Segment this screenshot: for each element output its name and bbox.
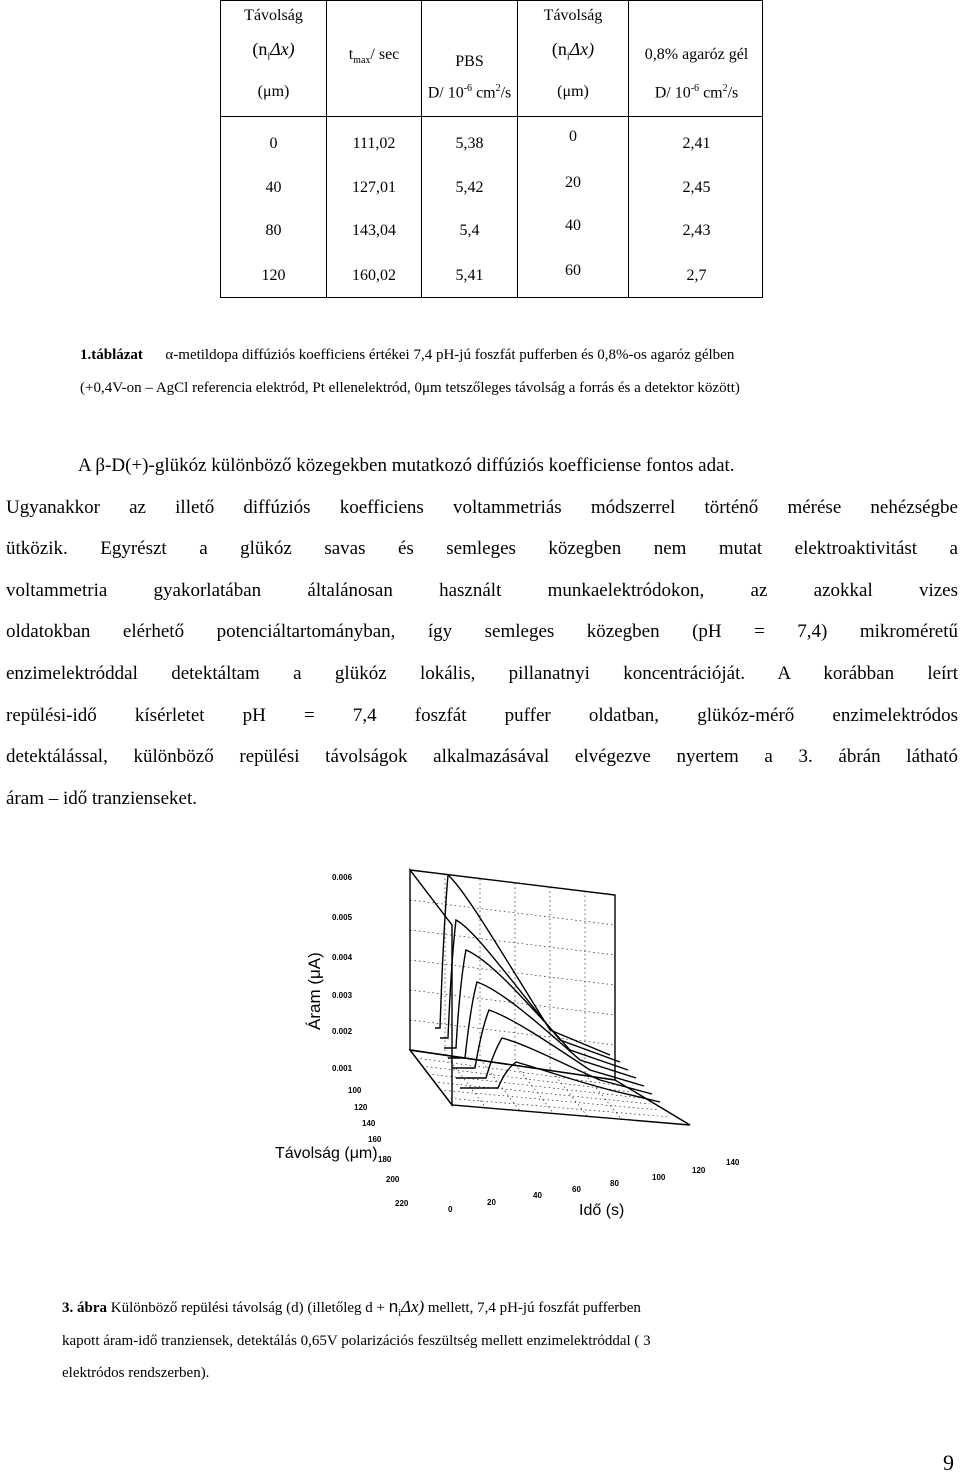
z-tick: 0.003	[332, 991, 353, 1000]
table-cell: 0	[569, 128, 577, 145]
depth-tick: 140	[362, 1119, 376, 1128]
transient-curves	[435, 875, 660, 1102]
table-header	[221, 1, 762, 117]
x-axis-label: Idő (s)	[579, 1202, 625, 1219]
header-col-pbs: PBS D/ $10^{-6}$ $cm^2/s$	[422, 1, 518, 116]
time-tick: 140	[726, 1158, 740, 1167]
table-body	[221, 116, 762, 297]
table-cell: 5,42	[455, 179, 484, 196]
paragraph-line: enzimelektróddal detektáltam a glükóz lokális, pillanatnyi koncentrációját. A korábban leírt	[6, 662, 958, 684]
table-cell: 0	[269, 135, 278, 152]
depth-tick: 100	[348, 1086, 362, 1095]
curve-100	[435, 875, 610, 1055]
table-cell: 40	[265, 179, 282, 196]
figure-caption-line2: kapott áram-idő tranziensek, detektálás 0,65V polarizációs feszültség mellett enzimelektróddal ( 3	[62, 1333, 651, 1349]
z-tick: 0.006	[332, 873, 353, 882]
time-tick: 80	[610, 1179, 619, 1188]
table-cell: 120	[261, 267, 286, 284]
paragraph-line: detektálással, különböző repülési távolságok alkalmazásával elvégezve nyertem a 3. ábrán látható	[6, 746, 958, 768]
table-cell: 2,41	[682, 135, 711, 152]
table-cell: 111,02	[352, 135, 396, 152]
table-cell: 2,7	[686, 267, 707, 284]
time-tick: 0	[448, 1205, 453, 1214]
z-tick-labels	[332, 873, 353, 1073]
table-cell: 20	[565, 174, 581, 191]
time-tick: 60	[572, 1185, 581, 1194]
z-tick: 0.001	[332, 1064, 353, 1073]
table-cell: 40	[565, 217, 581, 234]
table-cell: 2,43	[682, 222, 711, 239]
y-axis-label: Távolság (μm)	[275, 1145, 378, 1162]
current-time-3d-plot	[275, 850, 760, 1275]
z-axis-label: Áram (μA)	[305, 952, 324, 1030]
table-cell: 5,41	[455, 267, 484, 284]
diffusion-table	[220, 0, 763, 298]
body-paragraph	[6, 445, 958, 819]
table-cell: 5,4	[459, 222, 480, 239]
paragraph-line: oldatokban elérhető potenciáltartományban, így semleges közegben (pH = 7,4) mikroméretű	[6, 621, 958, 643]
table-cell: 127,01	[352, 179, 396, 196]
header-col-distance-pbs: Távolság $(n_i\Delta x)$ (μm)	[221, 1, 327, 116]
z-tick: 0.002	[332, 1027, 353, 1036]
figure-caption-label: 3. ábra	[62, 1300, 107, 1316]
table-caption-line1: 1.táblázat α-metildopa diffúziós koefficiens értékei 7,4 pH-jú foszfát pufferben és 0,8%-os agaróz gélben	[80, 347, 735, 363]
header-col-agarose: 0,8% agaróz gél D/ $10^{-6}$ $cm^2/s$	[644, 46, 749, 102]
paragraph-line: ütközik. Egyrészt a glükóz savas és semleges közegben nem mutat elektroaktivitást a	[6, 538, 958, 560]
table-cell: 143,04	[352, 222, 396, 239]
time-tick: 20	[487, 1198, 496, 1207]
paragraph-line: áram – idő tranzienseket.	[6, 787, 197, 809]
header-col-distance-gel: Távolság $(n_i\Delta x)$ (μm)	[518, 1, 629, 116]
time-tick: 100	[652, 1173, 666, 1182]
depth-tick: 120	[354, 1103, 368, 1112]
table-caption-line2: (+0,4V-on – AgCl referencia elektród, Pt ellenelektród, 0μm tetszőleges távolság a forrás és a detektor között)	[80, 380, 740, 396]
table-cell: 60	[565, 262, 581, 279]
time-tick: 120	[692, 1166, 706, 1175]
depth-tick: 160	[368, 1135, 382, 1144]
figure-caption-line3: elektródos rendszerben).	[62, 1365, 210, 1381]
header-col-tmax: $t_{max}/$ sec	[327, 1, 422, 116]
time-tick: 40	[533, 1191, 542, 1200]
table-cell: 5,38	[455, 135, 484, 152]
paragraph-line: A β-D(+)-glükóz különböző közegekben mutatkozó diffúziós koefficiense fontos adat.	[78, 455, 735, 476]
table-cell: 160,02	[352, 267, 396, 284]
paragraph-line: voltammetria gyakorlatában általánosan használt munkaelektródokon, az azokkal vizes	[6, 579, 958, 601]
depth-tick: 180	[378, 1155, 392, 1164]
table-caption-label: 1.táblázat	[80, 347, 143, 363]
page-number: 9	[943, 1450, 954, 1475]
grid-floor	[416, 1054, 670, 1120]
depth-tick: 220	[395, 1199, 409, 1208]
figure-caption-line1: 3. ábra Különböző repülési távolság (d) (illetőleg $d + n_i\Delta x$) mellett, 7,4 pH-jú foszfát pufferben	[62, 1297, 641, 1319]
table-cell: 2,45	[682, 179, 711, 196]
z-tick: 0.005	[332, 913, 353, 922]
paragraph-line: repülési-idő kísérletet pH = 7,4 foszfát puffer oldatban, glükóz-mérő enzimelektródos	[6, 704, 958, 726]
z-tick: 0.004	[332, 953, 353, 962]
paragraph-line: Ugyanakkor az illető diffúziós koefficiens voltammetriás módszerrel történő mérése nehézségbe	[6, 496, 958, 518]
table-cell: 80	[265, 222, 282, 239]
depth-tick: 200	[386, 1175, 400, 1184]
